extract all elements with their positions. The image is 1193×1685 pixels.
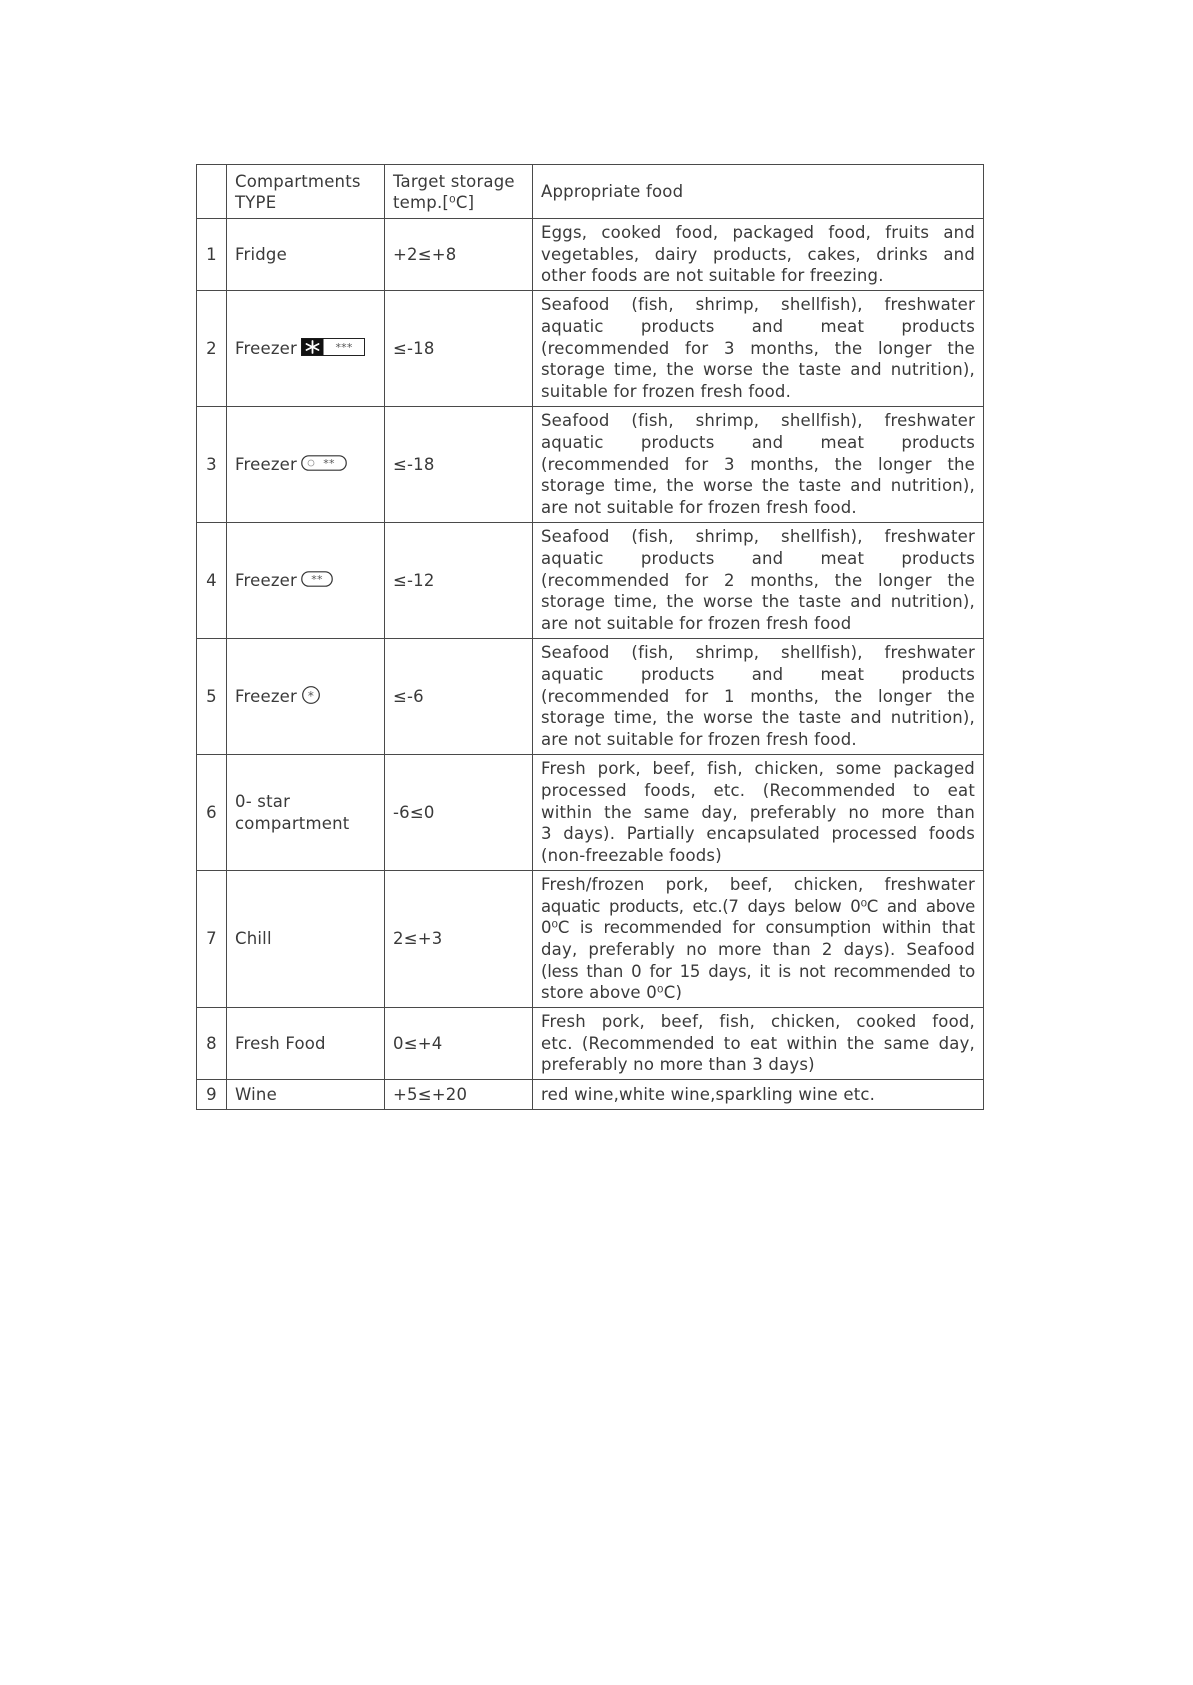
- appropriate-food: [533, 639, 984, 755]
- table-row: [197, 639, 984, 755]
- food-line: Seafood (fish, shrimp, shellfish), freshwater: [541, 295, 975, 315]
- food-line: (recommended for 3 months, the longer the: [541, 454, 975, 474]
- food-line: processed foods, etc. (Recommended to eat: [541, 780, 975, 800]
- appropriate-food: [533, 523, 984, 639]
- table-row: [197, 523, 984, 639]
- one-star-freezer-icon: [301, 685, 321, 705]
- food-line: Seafood (fish, shrimp, shellfish), freshwater: [541, 411, 975, 431]
- food-line: within the same day, preferably no more than: [541, 802, 975, 822]
- compartment-type-label: Freezer: [235, 570, 298, 590]
- compartment-type: [227, 407, 385, 523]
- compartment-type: [227, 639, 385, 755]
- food-line: Seafood (fish, shrimp, shellfish), freshwater: [541, 643, 975, 663]
- food-line: aquatic products and meat products: [541, 316, 975, 336]
- food-line: (recommended for 3 months, the longer the: [541, 338, 975, 358]
- compartment-type: Fresh Food: [227, 1008, 385, 1080]
- target-temp: ≤-12: [385, 523, 533, 639]
- compartment-type: [227, 291, 385, 407]
- row-number: 6: [197, 755, 227, 871]
- target-temp: -6≤0: [385, 755, 533, 871]
- svg-text:***: ***: [335, 341, 353, 355]
- appropriate-food: [533, 219, 984, 291]
- food-line: 3 days). Partially encapsulated processed foods: [541, 824, 975, 844]
- row-number: 2: [197, 291, 227, 407]
- svg-text:**: **: [323, 457, 335, 471]
- food-line: storage time, the worse the taste and nutrition),: [541, 708, 975, 728]
- row-number: 8: [197, 1008, 227, 1080]
- appropriate-food: [533, 871, 984, 1008]
- header-temp-line1: Target storage: [393, 171, 515, 191]
- target-temp: ≤-18: [385, 291, 533, 407]
- header-number: [197, 165, 227, 219]
- appropriate-food: [533, 1080, 984, 1110]
- row-number: 1: [197, 219, 227, 291]
- food-line: aquatic products and meat products: [541, 664, 975, 684]
- food-line: red wine,white wine,sparkling wine etc.: [541, 1084, 876, 1104]
- compartment-type-label: Freezer: [235, 686, 298, 706]
- table-row: [197, 755, 984, 871]
- table-row: [197, 219, 984, 291]
- food-line: aquatic products and meat products: [541, 432, 975, 452]
- header-target-temp: [385, 165, 533, 219]
- food-line: (less than 0 for 15 days, it is not recommended to: [541, 961, 975, 981]
- food-line: are not suitable for frozen fresh food.: [541, 730, 857, 750]
- target-temp: +5≤+20: [385, 1080, 533, 1110]
- food-line: storage time, the worse the taste and nutrition),: [541, 476, 975, 496]
- svg-text:**: **: [311, 573, 323, 587]
- food-line: day, preferably no more than 2 days). Seafood: [541, 940, 975, 959]
- compartment-type-label: Freezer: [235, 454, 298, 474]
- food-line: (non-freezable foods): [541, 846, 722, 866]
- compartment-type: Wine: [227, 1080, 385, 1110]
- food-line: Fresh/frozen pork, beef, chicken, freshwater: [541, 874, 975, 894]
- food-line: are not suitable for frozen fresh food.: [541, 498, 857, 518]
- target-temp: 2≤+3: [385, 871, 533, 1008]
- appropriate-food: [533, 1008, 984, 1080]
- target-temp: ≤-6: [385, 639, 533, 755]
- row-number: 9: [197, 1080, 227, 1110]
- food-line: preferably no more than 3 days): [541, 1055, 815, 1075]
- food-line: storage time, the worse the taste and nutrition),: [541, 360, 975, 380]
- food-line: Fresh pork, beef, fish, chicken, some packaged: [541, 759, 975, 779]
- table-row: [197, 407, 984, 523]
- food-line: Seafood (fish, shrimp, shellfish), freshwater: [541, 527, 975, 547]
- compartment-type: Chill: [227, 871, 385, 1008]
- food-line: vegetables, dairy products, cakes, drinks and: [541, 244, 975, 264]
- row-number: 3: [197, 407, 227, 523]
- food-line: Eggs, cooked food, packaged food, fruits and: [541, 222, 975, 242]
- table-row: [197, 1008, 984, 1080]
- food-line: Fresh pork, beef, fish, chicken, cooked food,: [541, 1011, 975, 1031]
- compartment-type: [227, 523, 385, 639]
- table-row: [197, 871, 984, 1008]
- row-number: 7: [197, 871, 227, 1008]
- food-line: aquatic products and meat products: [541, 548, 975, 568]
- header-type-line2: TYPE: [235, 192, 277, 212]
- food-line: (recommended for 1 months, the longer the: [541, 686, 975, 706]
- food-line: aquatic products, etc.(7 days below 0⁰C and above: [541, 896, 975, 916]
- food-line: store above 0⁰C): [541, 983, 683, 1003]
- four-star-freezer-icon: [301, 338, 365, 356]
- food-line: other foods are not suitable for freezing.: [541, 266, 884, 286]
- header-compartment-type: [227, 165, 385, 219]
- target-temp: +2≤+8: [385, 219, 533, 291]
- compartment-type: [227, 755, 385, 871]
- food-line: 0⁰C is recommended for consumption within that: [541, 918, 975, 938]
- food-line: are not suitable for frozen fresh food: [541, 614, 852, 634]
- food-line: suitable for frozen fresh food.: [541, 382, 792, 402]
- compartment-type-line1: 0- star: [235, 791, 291, 811]
- row-number: 5: [197, 639, 227, 755]
- two-star-freezer-icon: [301, 570, 333, 588]
- food-line: etc. (Recommended to eat within the same day,: [541, 1033, 975, 1053]
- food-line: storage time, the worse the taste and nutrition),: [541, 592, 975, 612]
- three-star-freezer-icon: [301, 454, 347, 472]
- table-row: [197, 291, 984, 407]
- appropriate-food: [533, 407, 984, 523]
- storage-table: [196, 164, 984, 1110]
- appropriate-food: [533, 755, 984, 871]
- target-temp: ≤-18: [385, 407, 533, 523]
- row-number: 4: [197, 523, 227, 639]
- header-appropriate-food: Appropriate food: [533, 165, 984, 219]
- table-row: [197, 1080, 984, 1110]
- header-temp-line2: temp.[⁰C]: [393, 192, 475, 212]
- header-row: [197, 165, 984, 219]
- compartment-type-label: Freezer: [235, 338, 298, 358]
- compartment-type: Fridge: [227, 219, 385, 291]
- appropriate-food: [533, 291, 984, 407]
- compartment-type-line2: compartment: [235, 813, 350, 833]
- header-type-line1: Compartments: [235, 171, 361, 191]
- food-line: (recommended for 2 months, the longer the: [541, 570, 975, 590]
- svg-text:*: *: [307, 689, 315, 704]
- target-temp: 0≤+4: [385, 1008, 533, 1080]
